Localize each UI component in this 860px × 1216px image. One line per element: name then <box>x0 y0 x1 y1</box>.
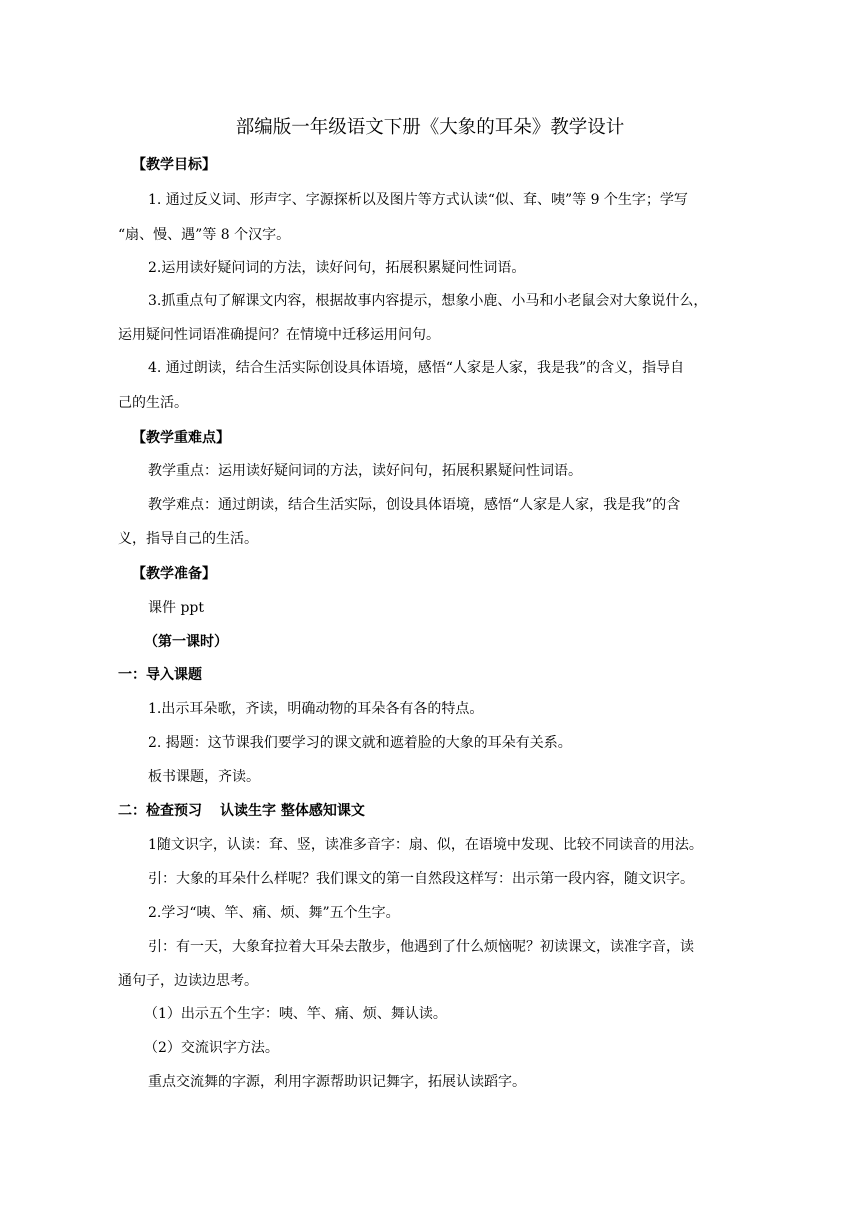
part-1-heading: 一：导入课题 <box>118 667 202 683</box>
difficult-point-line-1: 教学难点：通过朗读，结合生活实际，创设具体语境，感悟“人家是人家，我是我”的含 <box>148 497 681 513</box>
goal-4-line-1: 4. 通过朗读，结合生活实际创设具体语境，感悟“人家是人家，我是我”的含义，指导自 <box>148 360 685 376</box>
part-2-substep-1: （1）出示五个生字：咦、竿、痛、烦、舞认读。 <box>144 1006 447 1022</box>
key-point: 教学重点：运用读好疑问词的方法，读好问句，拓展积累疑问性词语。 <box>148 463 582 479</box>
part-2-note: 重点交流舞的字源，利用字源帮助识记舞字，拓展认读蹈字。 <box>148 1074 526 1090</box>
preparation-text: 课件 ppt <box>148 600 204 616</box>
part-2-substep-2: （2）交流识字方法。 <box>144 1040 279 1056</box>
part-2-step-2: 2.学习“咦、竿、痛、烦、舞”五个生字。 <box>148 905 400 921</box>
section-heading-goals: 【教学目标】 <box>132 157 216 173</box>
section-heading-preparation: 【教学准备】 <box>132 566 216 582</box>
difficult-point-line-2: 义，指导自己的生活。 <box>118 531 258 547</box>
goal-4-line-2: 己的生活。 <box>118 395 188 411</box>
part-1-step-3: 板书课题，齐读。 <box>148 769 260 785</box>
part-2-heading-a: 二：检查预习 <box>118 803 202 819</box>
part-2-heading <box>118 801 365 821</box>
goal-3-line-2: 运用疑问性词语准确提问？在情境中迁移运用问句。 <box>118 327 440 343</box>
goal-3-line-1: 3.抓重点句了解课文内容，根据故事内容提示，想象小鹿、小马和小老鼠会对大象说什么， <box>148 293 708 309</box>
part-2-intro-2-line-2: 通句子，边读边思考。 <box>118 973 258 989</box>
section-heading-key-points: 【教学重难点】 <box>132 430 230 446</box>
part-2-heading-b: 认读生字 整体感知课文 <box>220 803 365 819</box>
part-2-step-1: 1随文识字，认读：耷、竖，读准多音字：扇、似，在语境中发现、比较不同读音的用法。 <box>148 837 703 853</box>
part-2-intro-2-line-1: 引：有一天，大象耷拉着大耳朵去散步，他遇到了什么烦恼呢？初读课文，读准字音，读 <box>148 939 694 955</box>
document-title: 部编版一年级语文下册《大象的耳朵》教学设计 <box>235 117 625 138</box>
part-1-step-1: 1.出示耳朵歌，齐读，明确动物的耳朵各有各的特点。 <box>148 701 484 717</box>
goal-1-line-1: 1. 通过反义词、形声字、字源探析以及图片等方式认读“似、耷、咦”等 9 个生字；学写 <box>148 192 688 208</box>
part-2-intro-1: 引：大象的耳朵什么样呢？我们课文的第一自然段这样写：出示第一段内容，随文识字。 <box>148 871 694 887</box>
lesson-heading: （第一课时） <box>144 634 228 650</box>
goal-2: 2.运用读好疑问词的方法，读好问句，拓展积累疑问性词语。 <box>148 260 526 276</box>
part-1-step-2: 2. 揭题：这节课我们要学习的课文就和遮着脸的大象的耳朵有关系。 <box>148 735 572 751</box>
goal-1-line-2: “扇、慢、遇”等 8 个汉字。 <box>118 227 291 243</box>
